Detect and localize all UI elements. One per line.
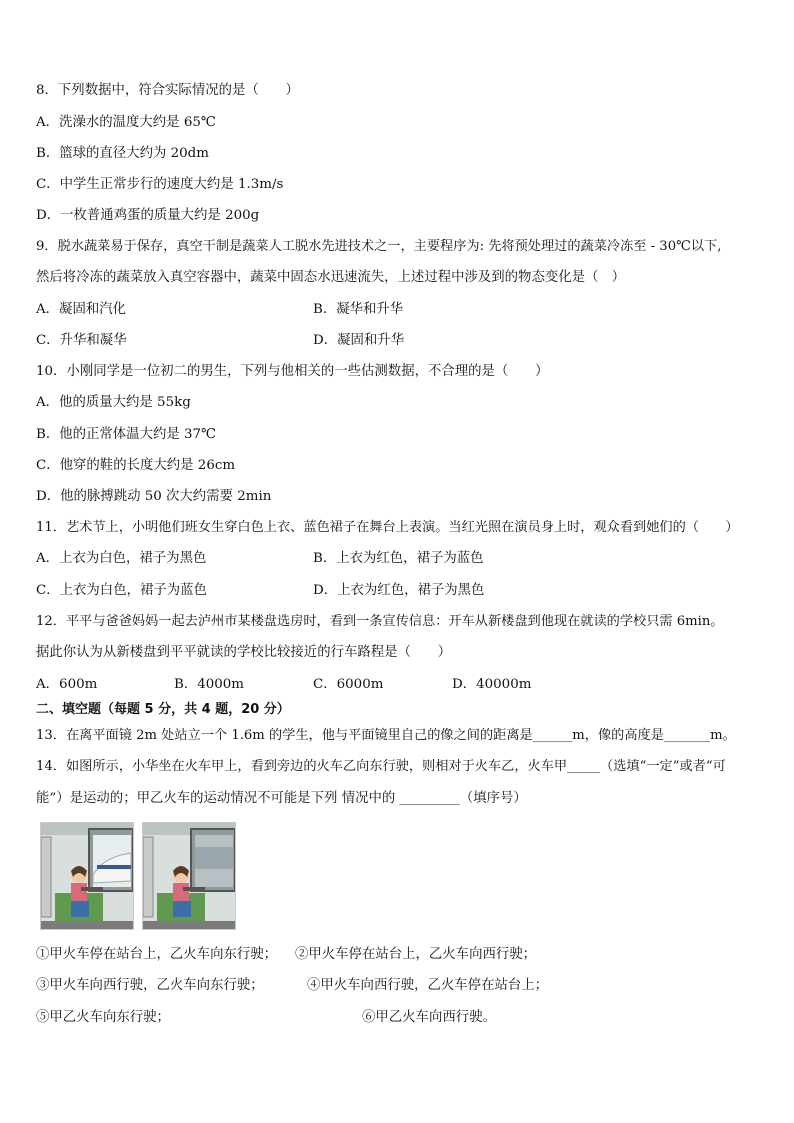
q11-option-d: D．上衣为红色，裙子为黑色 [313,583,485,598]
q12-option-d: D．40000m [452,677,532,692]
q8-stem: 8．下列数据中，符合实际情况的是（ ） [36,83,299,98]
q14-stem-line1: 14．如图所示，小华坐在火车甲上，看到旁边的火车乙向东行驶，则相对于火车乙，火车甲_____（选填“一定”或者“可 [36,759,726,774]
q8-option-d: D．一枚普通鸡蛋的质量大约是 200g [36,208,260,223]
q9-option-d: D．凝固和升华 [313,333,405,348]
q12-option-c: C．6000m [313,677,384,692]
q12-option-a: A．600m [36,677,98,692]
q9-stem-line2: 然后将冷冻的蔬菜放入真空容器中，蔬菜中固态水迅速流失，上述过程中涉及到的物态变化是（ ） [36,270,626,285]
q8-option-c: C．中学生正常步行的速度大约是 1.3m/s [36,177,284,192]
q11-option-b: B．上衣为红色，裙子为蓝色 [313,551,484,566]
q12-stem-line1: 12．平平与爸爸妈妈一起去泸州市某楼盘选房时，看到一条宣传信息：开车从新楼盘到他现在就读的学校只需 6min。 [36,614,724,629]
q12-stem-line2: 据此你认为从新楼盘到平平就读的学校比较接近的行车路程是（ ） [36,645,452,660]
q9-option-c: C．升华和凝华 [36,333,127,348]
q8-option-b: B．篮球的直径大约为 20dm [36,146,209,161]
q10-option-a: A．他的质量大约是 55kg [36,395,191,410]
train-figure-right [142,822,236,930]
q9-option-b: B．凝华和升华 [313,302,404,317]
q9-option-a: A．凝固和汽化 [36,302,127,317]
q11-stem: 11．艺术节上，小明他们班女生穿白色上衣、蓝色裙子在舞台上表演。当红光照在演员身上时，观众看到她们的（ ） [36,520,739,535]
q10-stem: 10．小刚同学是一位初二的男生，下列与他相关的一些估测数据，不合理的是（ ） [36,364,549,379]
q14-choice-3: ③甲火车向西行驶，乙火车向东行驶； [36,978,264,993]
q11-option-a: A．上衣为白色，裙子为黑色 [36,551,207,566]
q14-choice-4: ④甲火车向西行驶，乙火车停在站台上； [307,978,549,993]
train-figure-left [40,822,134,930]
q10-option-c: C．他穿的鞋的长度大约是 26cm [36,458,236,473]
q9-stem-line1: 9．脱水蔬菜易于保存，真空干制是蔬菜人工脱水先进技术之一，主要程序为: 先将预处理过的蔬菜冷冻至 - 30℃以下, [36,239,722,254]
q10-option-b: B．他的正常体温大约是 37℃ [36,427,217,442]
q11-option-c: C．上衣为白色，裙子为蓝色 [36,583,207,598]
q12-option-b: B．4000m [174,677,245,692]
q14-choice-1: ①甲火车停在站台上，乙火车向东行驶； [36,947,278,962]
q14-choice-2: ②甲火车停在站台上，乙火车向西行驶； [295,947,537,962]
q8-option-a: A．洗澡水的温度大约是 65℃ [36,115,216,130]
q14-stem-line2: 能”）是运动的；甲乙火车的运动情况不可能是下列 情况中的 _________（填序号） [36,791,527,806]
q10-option-d: D．他的脉搏跳动 50 次大约需要 2min [36,489,272,504]
q14-choice-6: ⑥甲乙火车向西行驶。 [362,1010,496,1025]
q14-choice-5: ⑤甲乙火车向东行驶； [36,1010,170,1025]
section-heading-fill-in: 二、填空题（每题 5 分，共 4 题，20 分） [36,702,290,717]
q13-text: 13．在离平面镜 2m 处站立一个 1.6m 的学生，他与平面镜里自己的像之间的距离是______m，像的高度是_______m。 [36,728,736,743]
